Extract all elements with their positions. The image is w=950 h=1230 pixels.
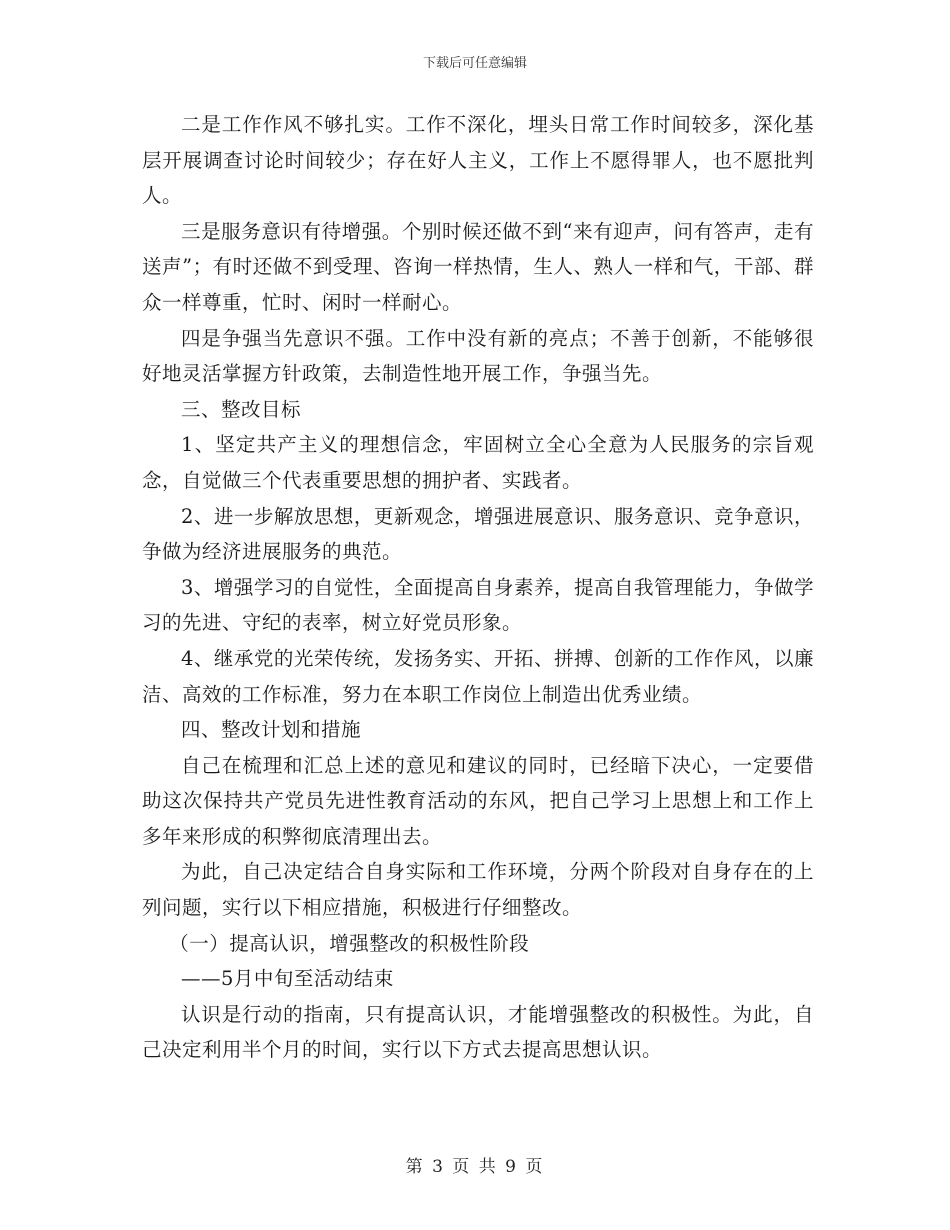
document-body <box>142 107 814 1068</box>
page-header: 下载后可任意编辑 <box>422 56 527 71</box>
paragraph-goal-2: 2、进一步解放思想，更新观念，增强进展意识、服务意识、竞争意识，争做为经济进展服务的典范。 <box>142 504 814 564</box>
paragraph-goal-1: 1、坚定共产主义的理想信念，牢固树立全心全意为人民服务的宗旨观念，自觉做三个代表重要思想的拥护者、实践者。 <box>142 433 814 492</box>
paragraph-goal-4: 4、继承党的光荣传统，发扬务实、开拓、拼搏、创新的工作作风，以廉洁、高效的工作标准，努力在本职工作岗位上制造出优秀业绩。 <box>142 646 814 706</box>
paragraph-two-stages: 为此，自己决定结合自身实际和工作环境，分两个阶段对自身存在的上列问题，实行以下相应措施，积极进行仔细整改。 <box>142 860 814 920</box>
page-number-footer: 第 3 页 共 9 页 <box>405 1157 545 1177</box>
paragraph-striving-awareness: 四是争强当先意识不强。工作中没有新的亮点；不善于创新，不能够很好地灵活掌握方针政策，去制造性地开展工作，争强当先。 <box>142 326 814 386</box>
paragraph-service-awareness: 三是服务意识有待增强。个别时候还做不到“来有迎声，问有答声，走有送声”；有时还做不到受理、咨询一样热情，生人、熟人一样和气，干部、群众一样尊重，忙时、闲时一样耐心。 <box>142 219 814 314</box>
paragraph-goal-3: 3、增强学习的自觉性，全面提高自身素养，提高自我管理能力，争做学习的先进、守纪的表率，树立好党员形象。 <box>142 575 814 635</box>
paragraph-work-style: 二是工作作风不够扎实。工作不深化，埋头日常工作时间较多，深化基层开展调查讨论时间较少；存在好人主义，工作上不愿得罪人，也不愿批判人。 <box>142 113 814 208</box>
section-heading-plan-and-measures: 四、整改计划和措施 <box>181 718 362 742</box>
paragraph-determination: 自己在梳理和汇总上述的意见和建议的同时，已经暗下决心，一定要借助这次保持共产党员先进性教育活动的东风，把自己学习上思想上和工作上多年来形成的积弊彻底清理出去。 <box>142 753 814 848</box>
subheading-stage-one-period: ——5月中旬至活动结束 <box>181 967 394 991</box>
section-heading-rectification-goals: 三、整改目标 <box>181 397 302 421</box>
subheading-stage-one: （一）提高认识，增强整改的积极性阶段 <box>169 931 530 955</box>
paragraph-raise-awareness: 认识是行动的指南，只有提高认识，才能增强整改的积极性。为此，自己决定利用半个月的时间，实行以下方式去提高思想认识。 <box>142 1002 814 1062</box>
